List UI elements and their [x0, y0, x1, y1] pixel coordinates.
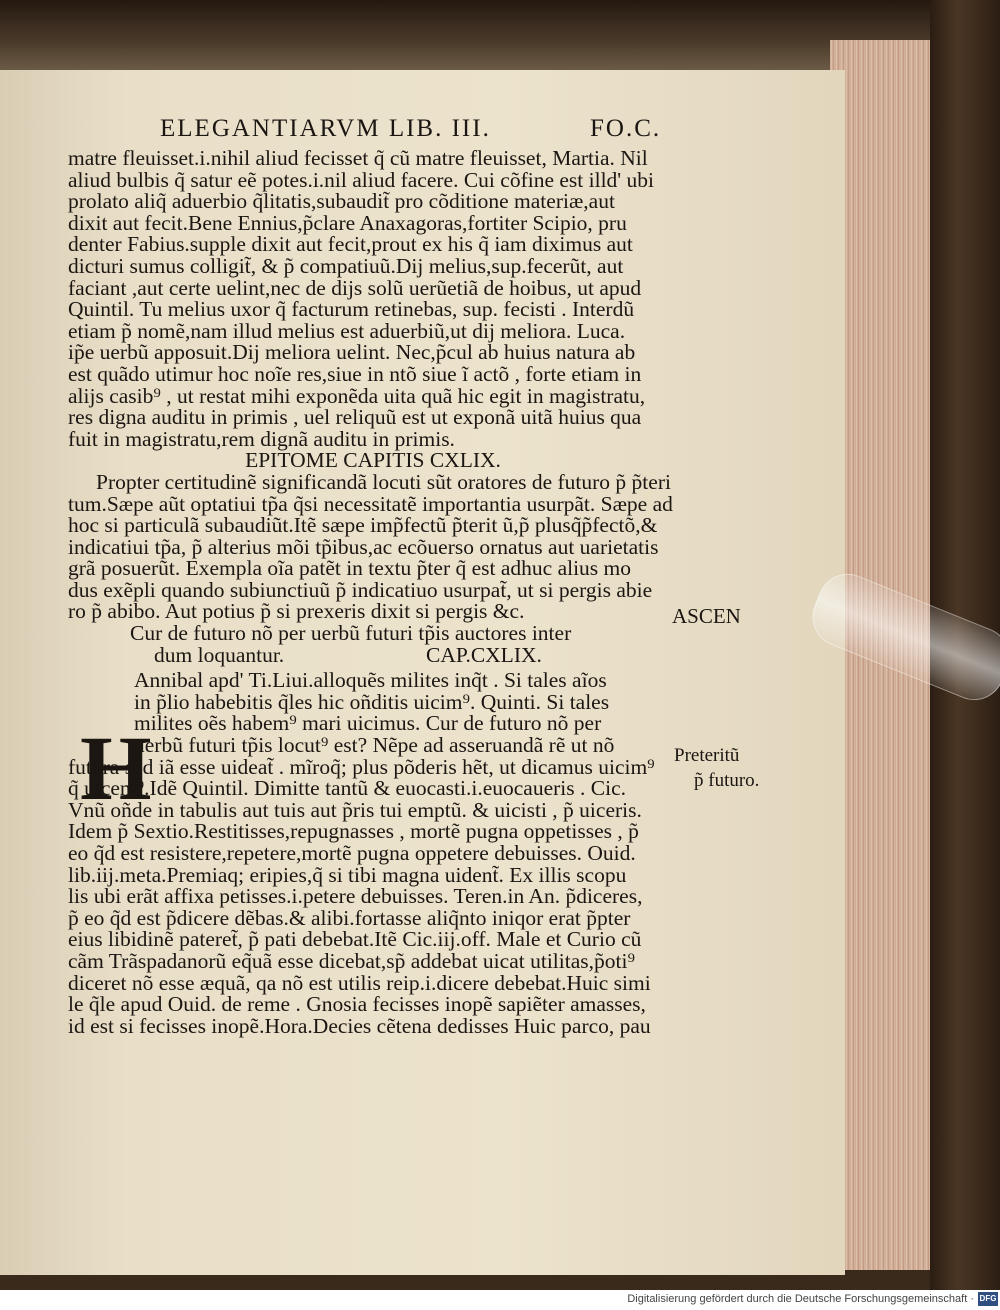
- text-line: milites oẽs habem⁹ mari uicimus. Cur de futuro nõ per: [134, 711, 602, 736]
- decorative-initial: H: [80, 717, 152, 819]
- epitome-paragraph: [68, 469, 678, 624]
- text-line: etiam p̃ nomẽ,nam illud melius est aduerbiũ,ut dij meliora. Luca.: [68, 318, 626, 343]
- text-line: fuit in magistratu,rem dignã auditu in primis.: [68, 426, 455, 451]
- text-line: lib.iij.meta.Premiaq; eripies,q̃ si tibi magna uident̃. Ex illis scopu: [68, 862, 627, 887]
- text-line: lis ubi erãt affixa petisses.i.petere debuisses. Teren.in An. p̃diceres,: [68, 884, 643, 909]
- text-line: q̃ uicem⁹.Idẽ Quintil. Dimitte tantũ & euocasti.i.euocaueris . Cic.: [68, 776, 626, 801]
- footer-credit: Digitalisierung gefördert durch die Deutsche Forschungsgemeinschaft ·: [627, 1293, 974, 1305]
- text-line: tum.Sæpe aũt optatiui tp̃a q̃si necessitatẽ importantia usurpãt. Sæpe ad: [68, 491, 673, 516]
- text-line: alijs casib⁹ , ut restat mihi exponẽda uita quã hic egit in magistratu,: [68, 383, 646, 408]
- chapter-title-end: dum loquantur.: [154, 642, 285, 667]
- chapter-title-line-2: [68, 642, 678, 667]
- margin-note-pro-futuro: p̃ futuro.: [694, 770, 760, 791]
- text-line: res digna auditu in primis , uel reliquũ est ut exponã uitã huius qua: [68, 405, 642, 430]
- chapter-title-line-1: Cur de futuro nõ per uerbũ futuri tp̃is auctores inter: [130, 621, 572, 646]
- running-header: [160, 115, 670, 143]
- text-line: dus exẽpli quando subiunctiuũ p̃ indicatiuo usurpat̃, ut si pergis abie: [68, 577, 653, 602]
- text-line: futura sed iã esse uideat̃ . mĩroq̃; plus põderis hẽt, ut dicamus uicim⁹: [68, 754, 655, 779]
- digitization-footer: [0, 1290, 1000, 1310]
- text-line: hoc si particulã subaudiũt.Itẽ sæpe imp̃fectũ p̃terit ũ,p̃ plusq̃p̃fectõ,&: [68, 513, 658, 538]
- text-line: ip̃e uerbũ apposuit.Dij meliora uelint. Nec,p̃cul ab huius natura ab: [68, 340, 636, 365]
- text-line: le q̃le apud Ouid. de reme . Gnosia fecisses inopẽ sapiẽter amasses,: [68, 992, 646, 1017]
- main-text-block: [68, 148, 678, 1037]
- text-line: eius libidinẽ pateret̃, p̃ pati debebat.Itẽ Cic.iij.off. Male et Curio cũ: [68, 927, 642, 952]
- text-line: p̃ eo q̃d est p̃dicere dẽbas.& alibi.fortasse aliq̃nto iniqor erat p̃pter: [68, 905, 631, 930]
- text-line: eo q̃d est resistere,repetere,mortẽ pugna oppetere debuisses. Ouid.: [68, 841, 636, 865]
- text-line: dixit aut fecit.Bene Ennius,p̃clare Anaxagoras,fortiter Scipio, pru: [68, 210, 627, 235]
- text-line: diceret nõ esse æquã, qa nõ est utilis reip.i.dicere debebat.Huic simi: [68, 970, 651, 995]
- margin-note-preteritum: Preteritũ: [674, 745, 740, 766]
- text-line: Propter certitudinẽ significandã locuti sũt oratores de futuro p̃ p̃teri: [96, 469, 671, 494]
- chapter-number: CAP.CXLIX.: [426, 642, 542, 667]
- text-line: id est si fecisses inopẽ.Hora.Decies cẽtena dedisses Huic parco, pau: [68, 1013, 651, 1038]
- text-line: in p̃lio habebitis q̃les hic oñditis uicim⁹. Quinti. Si tales: [134, 689, 610, 714]
- top-paragraph: [68, 148, 678, 450]
- dropcap-paragraph: [68, 670, 678, 756]
- text-line: indicatiui tp̃a, p̃ alterius mõi tp̃ibus,ac ecõuerso ornatus aut uarietatis: [68, 534, 659, 559]
- text-line: denter Fabius.supple dixit aut fecit,prout ex his q̃ iam diximus aut: [68, 232, 633, 257]
- text-line: uerbũ futuri tp̃is locut⁹ est? Nẽpe ad asseruandã rẽ ut nõ: [134, 733, 615, 758]
- text-line: ro p̃ abibo. Aut potius p̃ si prexeris dixit si pergis &c.: [68, 599, 525, 624]
- epitome-heading: EPITOME CAPITIS CXLIX.: [245, 448, 501, 473]
- margin-note-ascen: ASCEN: [672, 604, 741, 628]
- text-line: prolato aliq̃ aduerbio q̃litatis,subaudit̃ pro cõditione materiæ,aut: [68, 189, 615, 214]
- dfg-logo: DFG: [978, 1292, 998, 1306]
- text-line: Idem p̃ Sextio.Restitisses,repugnasses , mortẽ pugna oppetisses , p̃: [68, 819, 639, 844]
- text-line: grã posuerũt. Exempla oĩa patẽt in textu p̃ter q̃ est adhuc alius mo: [68, 556, 632, 581]
- text-line: Quintil. Tu melius uxor q̃ facturum retinebas, sup. fecisti . Interdũ: [68, 297, 635, 322]
- text-line: matre fleuisset.i.nihil aliud fecisset q̃ cũ matre fleuisset, Martia. Nil: [68, 146, 648, 170]
- text-line: est quãdo utimur hoc noĩe res,siue in ntõ siue ĩ actõ , forte etiam in: [68, 361, 642, 386]
- folio-number: FO.C.: [590, 115, 662, 142]
- text-line: faciant ,aut certe uelint,nec de dijs solũ uerũetiã de hoibus, ut apud: [68, 275, 642, 300]
- header-title: ELEGANTIARVM LIB. III.: [160, 115, 491, 142]
- body-paragraph: [68, 754, 678, 1038]
- text-line: cãm Trãspadanorũ eq̃uã esse dicebat,sp̃ addebat uicat utilitas,p̃oti⁹: [68, 948, 635, 973]
- text-line: Annibal apd' Ti.Liui.alloquẽs milites inq̃t . Si tales aĩos: [134, 668, 607, 693]
- text-line: aliud bulbis q̃ satur eẽ potes.i.nil aliud facere. Cui cõfine est illd' ubi: [68, 167, 655, 192]
- text-line: Vnũ oñde in tabulis aut tuis aut p̃ris tui emptũ. & uicisti , p̃ uiceris.: [68, 797, 642, 822]
- text-line: dicturi sumus colligit̃, & p̃ compatiuũ.Dij melius,sup.fecerũt, aut: [68, 253, 624, 278]
